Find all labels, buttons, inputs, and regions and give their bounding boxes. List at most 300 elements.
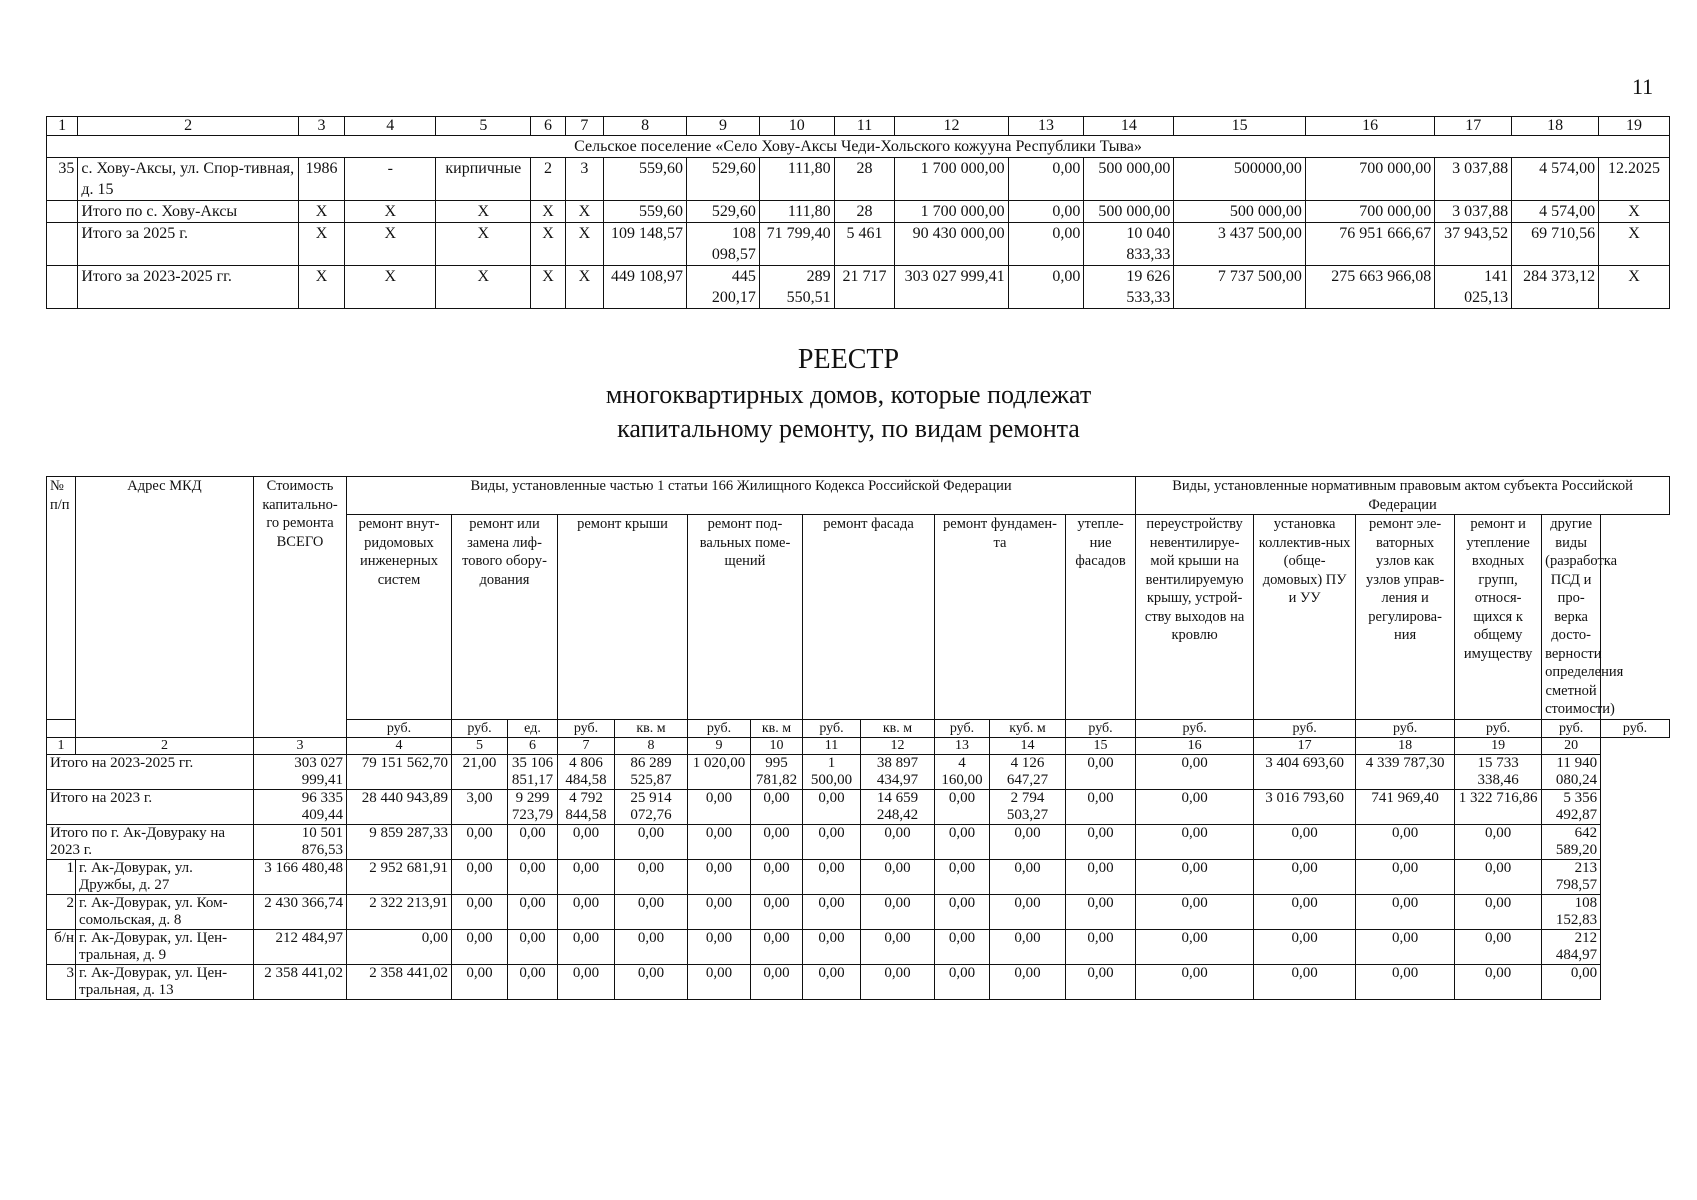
column-number: 4 — [345, 117, 436, 136]
table-cell: 0,00 — [861, 859, 935, 894]
table-cell: 1 500,00 — [803, 754, 861, 789]
column-number: 13 — [935, 737, 990, 754]
table-cell: X — [298, 223, 345, 266]
table-cell: 14 659 248,42 — [861, 789, 935, 824]
table-cell: 0,00 — [803, 894, 861, 929]
table-cell: 500 000,00 — [1084, 158, 1174, 201]
row-address: г. Ак-Довурак, ул. Ком-сомольская, д. 8 — [76, 894, 254, 929]
unit-label: руб. — [1455, 719, 1542, 737]
registry-title — [0, 342, 1697, 446]
table-cell: 559,60 — [604, 158, 687, 201]
table-cell: 3 404 693,60 — [1254, 754, 1356, 789]
unit-label: кв. м — [751, 719, 803, 737]
table-cell: Итого за 2023-2025 гг. — [78, 266, 298, 309]
table-cell: 0,00 — [615, 859, 688, 894]
table-cell: 111,80 — [759, 201, 834, 223]
table-cell: 4 574,00 — [1512, 158, 1599, 201]
table-cell: 0,00 — [1136, 964, 1254, 999]
column-number: 13 — [1008, 117, 1084, 136]
total-row — [47, 824, 1670, 859]
table-cell: 0,00 — [935, 964, 990, 999]
table-cell: 0,00 — [751, 789, 803, 824]
table-cell: 995 781,82 — [751, 754, 803, 789]
table-cell: 2 358 441,02 — [347, 964, 452, 999]
table-cell: 0,00 — [1066, 824, 1136, 859]
column-number: 11 — [834, 117, 895, 136]
header-group-federal: Виды, установленные частью 1 статьи 166 Жилищного Кодекса Российской Федерации — [347, 477, 1136, 515]
table-cell: 0,00 — [935, 789, 990, 824]
table-cell: 0,00 — [935, 929, 990, 964]
table-cell: 0,00 — [861, 964, 935, 999]
table-cell: 0,00 — [508, 859, 558, 894]
header-num: № п/п — [47, 477, 76, 720]
table-cell: 4 806 484,58 — [558, 754, 615, 789]
title-line-1: РЕЕСТР — [797, 344, 900, 375]
table-cell: 5 356 492,87 — [1542, 789, 1601, 824]
table-cell: 0,00 — [803, 824, 861, 859]
table-cell: 0,00 — [1254, 894, 1356, 929]
table-cell: 15 733 338,46 — [1455, 754, 1542, 789]
table-cell: 0,00 — [803, 964, 861, 999]
header-engineering: ремонт внут-ридомовых инженерных систем — [347, 515, 452, 720]
table-cell: 0,00 — [558, 929, 615, 964]
table-cell: 0,00 — [990, 894, 1066, 929]
table-cell: 0,00 — [688, 824, 751, 859]
table-cell: 0,00 — [1455, 824, 1542, 859]
table-cell: 21 717 — [834, 266, 895, 309]
table-cell: 0,00 — [508, 929, 558, 964]
section-row — [47, 136, 1670, 158]
header-roof-rebuild: переустройству невентилируе-мой крыши на вентилируемую крышу, устрой-ству выходов на кровлю — [1136, 515, 1254, 720]
unit-label: руб. — [1066, 719, 1136, 737]
page-number: 11 — [1632, 74, 1654, 99]
table-cell: 3 037,88 — [1435, 158, 1512, 201]
table-cell: 0,00 — [1066, 964, 1136, 999]
table-cell: 700 000,00 — [1305, 201, 1434, 223]
table-cell: 4 126 647,27 — [990, 754, 1066, 789]
table-cell: 0,00 — [688, 789, 751, 824]
table-cell: 0,00 — [1356, 964, 1455, 999]
table-cell: 0,00 — [751, 964, 803, 999]
registry-table — [46, 476, 1670, 1000]
table-cell: - — [345, 158, 436, 201]
table-cell: 275 663 966,08 — [1305, 266, 1434, 309]
unit-label: ед. — [508, 719, 558, 737]
table-cell: X — [565, 266, 603, 309]
table-cell: 10 501 876,53 — [254, 824, 347, 859]
table-row — [47, 859, 1670, 894]
unit-label: руб. — [1601, 719, 1670, 737]
column-number: 17 — [1254, 737, 1356, 754]
table-cell: 500 000,00 — [1084, 201, 1174, 223]
table-cell: 700 000,00 — [1305, 158, 1434, 201]
column-number: 5 — [452, 737, 508, 754]
table-cell: 1 020,00 — [688, 754, 751, 789]
table-cell: 0,00 — [615, 824, 688, 859]
row-address: г. Ак-Довурак, ул. Дружбы, д. 27 — [76, 859, 254, 894]
column-number-row — [47, 117, 1670, 136]
table-cell: 0,00 — [452, 964, 508, 999]
title-line-3: капитальному ремонту, по видам ремонта — [617, 414, 1080, 443]
table-cell: 212 484,97 — [1542, 929, 1601, 964]
table-cell: 0,00 — [347, 929, 452, 964]
table-cell: 2 430 366,74 — [254, 894, 347, 929]
table-cell: X — [436, 223, 531, 266]
table-cell: 0,00 — [935, 894, 990, 929]
column-number: 6 — [508, 737, 558, 754]
table-cell: 2 — [531, 158, 565, 201]
table-cell: 35 106 851,17 — [508, 754, 558, 789]
table-row — [47, 894, 1670, 929]
table-cell: 111,80 — [759, 158, 834, 201]
unit-label: кв. м — [615, 719, 688, 737]
continuation-table — [46, 116, 1670, 309]
column-number: 1 — [47, 737, 76, 754]
unit-label: руб. — [688, 719, 751, 737]
table-cell: 2 322 213,91 — [347, 894, 452, 929]
table-cell: 289 550,51 — [759, 266, 834, 309]
table-cell: 3 166 480,48 — [254, 859, 347, 894]
table-cell: X — [436, 201, 531, 223]
table-cell: 449 108,97 — [604, 266, 687, 309]
table-cell: 0,00 — [751, 859, 803, 894]
table-cell: 0,00 — [558, 824, 615, 859]
table-cell: X — [1599, 201, 1670, 223]
table-cell: кирпичные — [436, 158, 531, 201]
column-number: 5 — [436, 117, 531, 136]
unit-label: руб. — [935, 719, 990, 737]
column-number: 8 — [604, 117, 687, 136]
table-cell: 25 914 072,76 — [615, 789, 688, 824]
column-number: 20 — [1542, 737, 1601, 754]
header-foundation: ремонт фундамен-та — [935, 515, 1066, 720]
table-cell: 0,00 — [615, 929, 688, 964]
table-cell: X — [436, 266, 531, 309]
table-cell: 213 798,57 — [1542, 859, 1601, 894]
table-cell: 28 — [834, 158, 895, 201]
total-label: Итого по г. Ак-Довураку на 2023 г. — [47, 824, 254, 859]
table-cell: 0,00 — [861, 824, 935, 859]
column-number: 12 — [861, 737, 935, 754]
unit-label: кв. м — [861, 719, 935, 737]
table-cell: 303 027 999,41 — [895, 266, 1008, 309]
table-cell: 35 — [47, 158, 78, 201]
table-cell: 0,00 — [1254, 824, 1356, 859]
table-cell — [47, 223, 78, 266]
table-cell: 141 025,13 — [1435, 266, 1512, 309]
table-cell: 0,00 — [935, 859, 990, 894]
table-cell: Итого по с. Хову-Аксы — [78, 201, 298, 223]
table-cell: X — [345, 201, 436, 223]
table-cell: 0,00 — [1356, 824, 1455, 859]
unit-label: руб. — [1254, 719, 1356, 737]
table-cell: 0,00 — [615, 894, 688, 929]
table-cell: 0,00 — [1136, 789, 1254, 824]
table-cell: 0,00 — [452, 824, 508, 859]
table-cell: 0,00 — [1066, 754, 1136, 789]
table-cell — [47, 266, 78, 309]
column-number: 16 — [1305, 117, 1434, 136]
table-cell: 19 626 533,33 — [1084, 266, 1174, 309]
table-cell: 529,60 — [687, 201, 760, 223]
column-number: 18 — [1512, 117, 1599, 136]
table-cell: 0,00 — [861, 894, 935, 929]
table-cell: 0,00 — [751, 929, 803, 964]
table-cell: 1 322 716,86 — [1455, 789, 1542, 824]
column-number: 6 — [531, 117, 565, 136]
table-cell: 1986 — [298, 158, 345, 201]
table-cell: 0,00 — [1254, 929, 1356, 964]
column-number: 11 — [803, 737, 861, 754]
table-cell: 3,00 — [452, 789, 508, 824]
table-cell: 69 710,56 — [1512, 223, 1599, 266]
table-cell: 0,00 — [1254, 964, 1356, 999]
unit-label: руб. — [347, 719, 452, 737]
table-cell: 0,00 — [1066, 859, 1136, 894]
table-cell: 0,00 — [688, 929, 751, 964]
table-cell: 0,00 — [1542, 964, 1601, 999]
table-row — [47, 964, 1670, 999]
row-address: г. Ак-Довурак, ул. Цен-тральная, д. 9 — [76, 929, 254, 964]
header-other: другие виды (разработка ПСД и про-верка досто-верности определения сметной стоимости) — [1542, 515, 1601, 720]
table-cell: X — [1599, 266, 1670, 309]
column-number: 7 — [565, 117, 603, 136]
table-cell: 0,00 — [990, 929, 1066, 964]
header-facade: ремонт фасада — [803, 515, 935, 720]
column-number: 15 — [1066, 737, 1136, 754]
table-cell: 1 700 000,00 — [895, 201, 1008, 223]
header-nodes: ремонт эле-ваторных узлов как узлов управ-ления и регулирова-ния — [1356, 515, 1455, 720]
table-cell: 0,00 — [751, 894, 803, 929]
table-cell: 741 969,40 — [1356, 789, 1455, 824]
table-cell: 0,00 — [1136, 824, 1254, 859]
table-cell: X — [298, 266, 345, 309]
total-row — [47, 754, 1670, 789]
table-cell: 90 430 000,00 — [895, 223, 1008, 266]
table-cell — [47, 201, 78, 223]
table-cell: 10 040 833,33 — [1084, 223, 1174, 266]
table-cell: 86 289 525,87 — [615, 754, 688, 789]
table-cell: 0,00 — [1066, 929, 1136, 964]
table-cell: 500000,00 — [1174, 158, 1305, 201]
table-cell: X — [345, 223, 436, 266]
column-number: 18 — [1356, 737, 1455, 754]
table-cell: 0,00 — [1136, 929, 1254, 964]
table-cell: 0,00 — [452, 859, 508, 894]
header-group-regional: Виды, установленные нормативным правовым актом субъекта Российской Федерации — [1136, 477, 1670, 515]
row-number: 3 — [47, 964, 76, 999]
table-cell: 0,00 — [1356, 894, 1455, 929]
header-cost: Стоимость капитально-го ремонта ВСЕГО — [254, 477, 347, 738]
unit-label: руб. — [452, 719, 508, 737]
table-cell: X — [298, 201, 345, 223]
table-cell: 0,00 — [1066, 894, 1136, 929]
row-number: 2 — [47, 894, 76, 929]
table-cell: 38 897 434,97 — [861, 754, 935, 789]
table-cell: с. Хову-Аксы, ул. Спор-тивная, д. 15 — [78, 158, 298, 201]
header-insulation: утепле-ние фасадов — [1066, 515, 1136, 720]
table-cell: 0,00 — [1008, 201, 1084, 223]
table-cell: 0,00 — [1008, 223, 1084, 266]
table-cell: 529,60 — [687, 158, 760, 201]
total-row — [47, 789, 1670, 824]
table-cell: 76 951 666,67 — [1305, 223, 1434, 266]
table-cell: 108 152,83 — [1542, 894, 1601, 929]
table-cell: 0,00 — [1136, 859, 1254, 894]
unit-label: руб. — [558, 719, 615, 737]
table-cell: 0,00 — [803, 789, 861, 824]
table-cell: 0,00 — [558, 894, 615, 929]
column-number: 14 — [1084, 117, 1174, 136]
table-cell: 212 484,97 — [254, 929, 347, 964]
table-cell: 4 792 844,58 — [558, 789, 615, 824]
table-cell: Итого за 2025 г. — [78, 223, 298, 266]
column-number: 3 — [298, 117, 345, 136]
table-cell: 7 737 500,00 — [1174, 266, 1305, 309]
table-cell: 0,00 — [1455, 859, 1542, 894]
table-cell: 0,00 — [508, 824, 558, 859]
table-cell: 0,00 — [615, 964, 688, 999]
table-row — [47, 201, 1670, 223]
table-cell: 37 943,52 — [1435, 223, 1512, 266]
table-cell: 0,00 — [452, 929, 508, 964]
table-cell: X — [531, 223, 565, 266]
column-number: 10 — [759, 117, 834, 136]
table-cell: 0,00 — [1066, 789, 1136, 824]
table-cell: 0,00 — [1356, 929, 1455, 964]
table-cell: 28 — [834, 201, 895, 223]
table-cell: 0,00 — [1356, 859, 1455, 894]
table-cell: 500 000,00 — [1174, 201, 1305, 223]
table-cell: 0,00 — [1455, 894, 1542, 929]
table-row — [47, 929, 1670, 964]
table-cell: 0,00 — [935, 824, 990, 859]
column-number: 14 — [990, 737, 1066, 754]
header-elevator: ремонт или замена лиф-тового обору-дования — [452, 515, 558, 720]
table-cell: 21,00 — [452, 754, 508, 789]
table-cell: 0,00 — [1136, 894, 1254, 929]
table-cell: 445 200,17 — [687, 266, 760, 309]
column-number: 12 — [895, 117, 1008, 136]
table-cell: 1 700 000,00 — [895, 158, 1008, 201]
table-cell: 0,00 — [803, 929, 861, 964]
table-cell: 0,00 — [508, 964, 558, 999]
table-cell: X — [565, 223, 603, 266]
section-title: Сельское поселение «Село Хову-Аксы Чеди-Хольского кожууна Республики Тыва» — [47, 136, 1670, 158]
column-number: 16 — [1136, 737, 1254, 754]
table-cell: 0,00 — [688, 859, 751, 894]
table-cell: X — [531, 201, 565, 223]
table-cell: 0,00 — [861, 929, 935, 964]
header-basement: ремонт под-вальных поме-щений — [688, 515, 803, 720]
column-number-row — [47, 737, 1670, 754]
table-cell: 96 335 409,44 — [254, 789, 347, 824]
table-cell: 0,00 — [558, 964, 615, 999]
table-cell: 0,00 — [990, 824, 1066, 859]
table-cell: 0,00 — [508, 894, 558, 929]
table-cell: 0,00 — [688, 894, 751, 929]
table-cell: 79 151 562,70 — [347, 754, 452, 789]
table-cell: 0,00 — [558, 859, 615, 894]
unit-label: руб. — [1136, 719, 1254, 737]
table-row — [47, 223, 1670, 266]
column-number: 2 — [76, 737, 254, 754]
table-cell: 559,60 — [604, 201, 687, 223]
column-number: 3 — [254, 737, 347, 754]
row-address: г. Ак-Довурак, ул. Цен-тральная, д. 13 — [76, 964, 254, 999]
total-label: Итого на 2023 г. — [47, 789, 254, 824]
title-line-2: многоквартирных домов, которые подлежат — [605, 380, 1092, 409]
column-number: 2 — [78, 117, 298, 136]
table-cell: 0,00 — [1136, 754, 1254, 789]
table-cell: 0,00 — [990, 964, 1066, 999]
table-cell: 0,00 — [1455, 929, 1542, 964]
table-cell: 0,00 — [803, 859, 861, 894]
table-cell: 3 016 793,60 — [1254, 789, 1356, 824]
column-number: 19 — [1599, 117, 1670, 136]
row-number: б/н — [47, 929, 76, 964]
table-cell: 0,00 — [1254, 859, 1356, 894]
table-cell: 0,00 — [1008, 158, 1084, 201]
table-cell: 3 — [565, 158, 603, 201]
table-cell: 303 027 999,41 — [254, 754, 347, 789]
unit-label: куб. м — [990, 719, 1066, 737]
header-roof: ремонт крыши — [558, 515, 688, 720]
table-cell: X — [565, 201, 603, 223]
table-cell: X — [345, 266, 436, 309]
table-cell: 4 160,00 — [935, 754, 990, 789]
table-cell: X — [1599, 223, 1670, 266]
unit-label: руб. — [1542, 719, 1601, 737]
table-cell: 11 940 080,24 — [1542, 754, 1601, 789]
table-cell: 71 799,40 — [759, 223, 834, 266]
column-number: 8 — [615, 737, 688, 754]
table-cell: 284 373,12 — [1512, 266, 1599, 309]
column-number: 10 — [751, 737, 803, 754]
table-cell: 4 339 787,30 — [1356, 754, 1455, 789]
header-row-groups — [47, 477, 1670, 515]
table-cell: 4 574,00 — [1512, 201, 1599, 223]
column-number: 1 — [47, 117, 78, 136]
total-label: Итого на 2023-2025 гг. — [47, 754, 254, 789]
table-cell: 3 437 500,00 — [1174, 223, 1305, 266]
column-number: 9 — [688, 737, 751, 754]
table-cell: 109 148,57 — [604, 223, 687, 266]
table-cell: 0,00 — [688, 964, 751, 999]
column-number: 19 — [1455, 737, 1542, 754]
column-number: 15 — [1174, 117, 1305, 136]
unit-label: руб. — [803, 719, 861, 737]
table-cell: 3 037,88 — [1435, 201, 1512, 223]
table-cell: 9 859 287,33 — [347, 824, 452, 859]
table-cell: 108 098,57 — [687, 223, 760, 266]
table-cell: 0,00 — [1008, 266, 1084, 309]
table-cell: X — [531, 266, 565, 309]
table-cell: 642 589,20 — [1542, 824, 1601, 859]
column-number: 4 — [347, 737, 452, 754]
table-cell: 28 440 943,89 — [347, 789, 452, 824]
header-entrance: ремонт и утепление входных групп, относя-щихся к общему имуществу — [1455, 515, 1542, 720]
table-row — [47, 158, 1670, 201]
table-cell: 0,00 — [452, 894, 508, 929]
header-meters: установка коллектив-ных (обще-домовых) ПУ и УУ — [1254, 515, 1356, 720]
column-number: 17 — [1435, 117, 1512, 136]
table-cell: 2 794 503,27 — [990, 789, 1066, 824]
column-number: 7 — [558, 737, 615, 754]
table-cell: 0,00 — [751, 824, 803, 859]
units-num-cell — [47, 719, 76, 737]
table-row — [47, 266, 1670, 309]
